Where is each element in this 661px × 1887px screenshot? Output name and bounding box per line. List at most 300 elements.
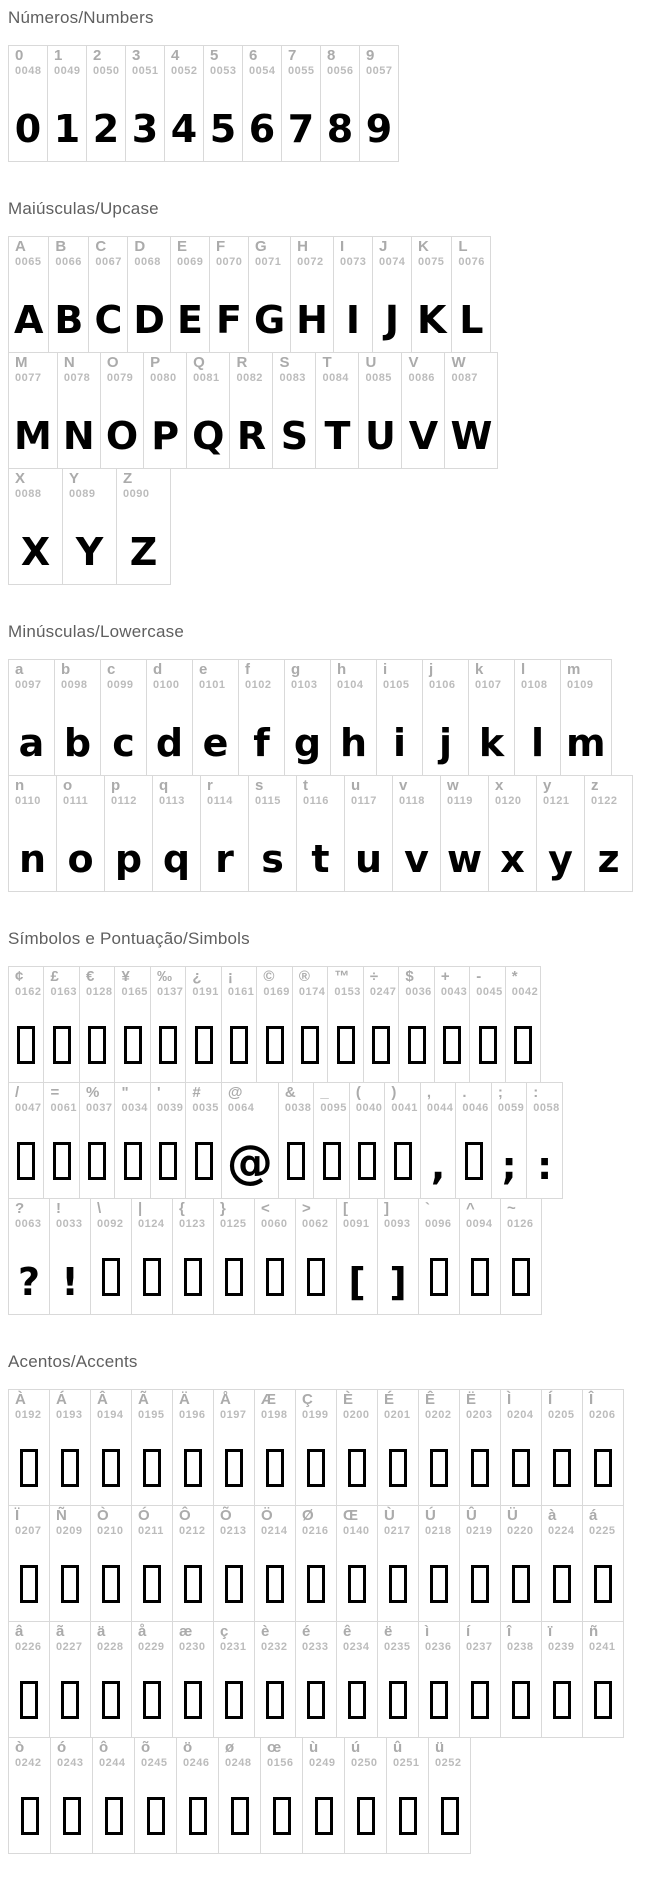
charmap-grid-lowercase xyxy=(8,659,661,892)
char-cell xyxy=(468,659,515,776)
char-code: 0226 xyxy=(15,1640,42,1653)
char-cell xyxy=(131,1389,173,1506)
char-label: Ø xyxy=(302,1507,314,1524)
char-code: 0078 xyxy=(63,371,91,384)
glyph-area xyxy=(386,1260,409,1304)
char-cell-header xyxy=(257,1506,287,1537)
char-cell xyxy=(221,1082,279,1199)
char-glyph: @ xyxy=(226,1135,273,1189)
char-cell xyxy=(54,659,101,776)
char-glyph: F xyxy=(215,298,242,342)
char-glyph: u xyxy=(354,837,383,881)
char-glyph: V xyxy=(408,414,439,458)
char-cell-header xyxy=(130,237,160,268)
char-cell-header xyxy=(52,1506,82,1537)
glyph-area xyxy=(506,1565,536,1608)
char-label: R xyxy=(236,354,248,371)
char-code: 0123 xyxy=(179,1217,206,1230)
glyph-area xyxy=(15,1260,43,1304)
char-label: ( xyxy=(355,1084,361,1101)
char-glyph: a xyxy=(18,721,45,765)
charmap-grid-numbers xyxy=(8,45,661,162)
glyph-area xyxy=(345,1260,368,1304)
glyph-area xyxy=(153,721,186,765)
char-label: ! xyxy=(56,1200,61,1217)
char-code: 0162 xyxy=(15,985,42,998)
char-glyph: c xyxy=(112,721,135,765)
missing-glyph-box xyxy=(430,1681,448,1719)
char-label: ë xyxy=(384,1623,393,1640)
char-cell-header xyxy=(387,1083,417,1114)
glyph-area xyxy=(183,1797,213,1840)
char-cell xyxy=(200,775,249,892)
char-cell-header xyxy=(259,967,289,998)
glyph-area xyxy=(118,1142,148,1185)
missing-glyph-box xyxy=(471,1681,489,1719)
char-glyph: 5 xyxy=(209,107,237,151)
missing-glyph-box xyxy=(348,1565,366,1603)
glyph-area xyxy=(137,1681,167,1724)
glyph-area xyxy=(189,1026,219,1069)
char-code: 0057 xyxy=(366,64,393,77)
char-glyph: C xyxy=(94,298,123,342)
char-label: C xyxy=(95,238,107,255)
char-cell xyxy=(491,1082,527,1199)
char-cell xyxy=(62,468,117,585)
char-cell-header xyxy=(333,660,363,691)
char-cell-header xyxy=(82,967,112,998)
glyph-area xyxy=(436,721,455,765)
glyph-area xyxy=(321,414,353,458)
char-glyph: x xyxy=(500,837,525,881)
section-title-accents: Acentos/Accents xyxy=(8,1352,138,1371)
char-glyph: b xyxy=(63,721,92,765)
char-cell-header xyxy=(462,1199,492,1230)
glyph-area xyxy=(362,414,399,458)
glyph-area xyxy=(219,1565,249,1608)
char-code: 0235 xyxy=(384,1640,411,1653)
charmap-row xyxy=(8,1198,661,1315)
char-cell-header xyxy=(93,1199,123,1230)
char-cell-header xyxy=(305,1738,335,1769)
char-label: ò xyxy=(15,1739,25,1756)
char-code: 0120 xyxy=(495,794,522,807)
char-cell-header xyxy=(11,776,41,807)
glyph-area xyxy=(137,1565,167,1608)
char-label: : xyxy=(533,1084,539,1101)
missing-glyph-box xyxy=(105,1797,123,1835)
char-code: 0083 xyxy=(279,371,306,384)
glyph-area xyxy=(58,1260,81,1304)
char-cell-header xyxy=(51,237,81,268)
char-cell-header xyxy=(421,1390,451,1421)
char-cell-header xyxy=(11,1506,41,1537)
char-code: 0055 xyxy=(288,64,315,77)
char-cell xyxy=(459,1621,501,1738)
missing-glyph-box xyxy=(512,1565,530,1603)
glyph-area xyxy=(317,1142,347,1185)
char-code: 0199 xyxy=(302,1408,329,1421)
missing-glyph-box xyxy=(147,1797,165,1835)
glyph-area xyxy=(212,837,237,881)
char-code: 0035 xyxy=(192,1101,219,1114)
glyph-area xyxy=(178,1565,208,1608)
charmap-row xyxy=(8,1737,661,1854)
char-code: 0109 xyxy=(567,678,594,691)
glyph-area xyxy=(90,107,122,151)
char-code: 0075 xyxy=(417,255,445,268)
char-label: r xyxy=(207,777,213,794)
missing-glyph-box xyxy=(389,1681,407,1719)
missing-glyph-box xyxy=(301,1026,319,1064)
char-cell-header xyxy=(11,46,41,77)
char-code: 0044 xyxy=(426,1101,454,1114)
glyph-area xyxy=(390,721,409,765)
char-label: " xyxy=(121,1084,129,1101)
char-cell xyxy=(254,1198,296,1315)
glyph-area xyxy=(103,414,141,458)
char-label: ñ xyxy=(589,1623,599,1640)
char-cell xyxy=(295,1198,337,1315)
char-cell-header xyxy=(11,1738,41,1769)
char-label: ' xyxy=(156,1084,161,1101)
char-cell-header xyxy=(216,1390,246,1421)
missing-glyph-box xyxy=(408,1026,426,1064)
missing-glyph-box xyxy=(159,1026,177,1064)
char-cell xyxy=(541,1505,583,1622)
char-cell-header xyxy=(257,1199,287,1230)
glyph-area xyxy=(278,414,311,458)
char-cell xyxy=(582,1389,624,1506)
char-code: 0086 xyxy=(408,371,435,384)
missing-glyph-box xyxy=(17,1142,35,1180)
char-glyph: z xyxy=(597,837,620,881)
glyph-area xyxy=(281,1142,311,1185)
char-label: / xyxy=(15,1084,20,1101)
glyph-area xyxy=(137,1258,167,1301)
charmap-row xyxy=(8,1389,661,1506)
char-cell-header xyxy=(175,1506,205,1537)
char-cell xyxy=(90,1505,132,1622)
char-cell xyxy=(296,775,345,892)
char-glyph: i xyxy=(392,721,407,765)
char-cell xyxy=(8,1082,44,1199)
char-cell xyxy=(172,1389,214,1506)
char-cell-header xyxy=(11,237,41,268)
char-label: ï xyxy=(548,1623,553,1640)
missing-glyph-box xyxy=(307,1681,325,1719)
char-cell-header xyxy=(65,469,95,500)
char-code: 0249 xyxy=(309,1756,336,1769)
glyph-area xyxy=(435,1797,465,1840)
char-code: 0076 xyxy=(458,255,485,268)
char-code: 0244 xyxy=(99,1756,126,1769)
char-label: í xyxy=(466,1623,471,1640)
missing-glyph-box xyxy=(471,1565,489,1603)
glyph-area xyxy=(47,1026,77,1069)
char-cell xyxy=(295,1505,337,1622)
glyph-area xyxy=(82,1142,112,1185)
char-label: O xyxy=(106,354,119,371)
char-cell xyxy=(254,1621,296,1738)
char-cell xyxy=(48,236,89,353)
char-cell-header xyxy=(212,237,242,268)
char-label: \ xyxy=(97,1200,102,1217)
char-cell xyxy=(344,775,393,892)
char-glyph: I xyxy=(345,298,361,342)
char-code: 0125 xyxy=(220,1217,247,1230)
char-cell-header xyxy=(585,1506,615,1537)
missing-glyph-box xyxy=(266,1449,284,1487)
missing-glyph-box xyxy=(195,1026,213,1064)
char-code: 0037 xyxy=(85,1101,113,1114)
char-cell-header xyxy=(175,1622,205,1653)
missing-glyph-box xyxy=(20,1681,38,1719)
char-cell-header xyxy=(503,1390,533,1421)
char-cell-header xyxy=(224,1083,254,1114)
glyph-area xyxy=(153,1026,183,1069)
char-label: 0 xyxy=(15,47,24,64)
char-label: ¡ xyxy=(227,968,233,985)
char-cell xyxy=(79,1082,115,1199)
glyph-area xyxy=(473,1026,503,1069)
missing-glyph-box xyxy=(88,1026,106,1064)
char-label: , xyxy=(426,1084,432,1101)
glyph-area xyxy=(506,1258,536,1301)
glyph-area xyxy=(118,1026,148,1069)
missing-glyph-box xyxy=(184,1449,202,1487)
char-code: 0245 xyxy=(141,1756,168,1769)
char-cell xyxy=(8,1389,50,1506)
char-cell xyxy=(372,236,412,353)
glyph-area xyxy=(547,1565,577,1608)
glyph-area xyxy=(61,721,94,765)
char-code: 0096 xyxy=(425,1217,452,1230)
char-label: G xyxy=(254,238,267,255)
char-cell xyxy=(336,1621,378,1738)
missing-glyph-box xyxy=(594,1565,612,1603)
char-cell xyxy=(176,1737,219,1854)
charmap-row xyxy=(8,659,661,776)
char-cell xyxy=(254,1505,296,1622)
char-code: 0230 xyxy=(179,1640,206,1653)
glyph-area xyxy=(291,721,324,765)
char-code: 0056 xyxy=(327,64,354,77)
missing-glyph-box xyxy=(20,1449,38,1487)
char-cell xyxy=(213,1505,255,1622)
char-code: 0197 xyxy=(220,1408,247,1421)
char-label: Ä xyxy=(179,1391,190,1408)
char-label: K xyxy=(417,238,429,255)
char-code: 0089 xyxy=(69,487,96,500)
char-glyph: 9 xyxy=(365,107,393,151)
glyph-area xyxy=(15,1797,45,1840)
char-glyph: 6 xyxy=(248,107,276,151)
char-glyph: 8 xyxy=(326,107,354,151)
char-cell xyxy=(295,1621,337,1738)
char-cell xyxy=(459,1505,501,1622)
char-cell-header xyxy=(299,776,329,807)
char-label: ` xyxy=(425,1200,430,1217)
glyph-area xyxy=(342,1681,372,1724)
glyph-area xyxy=(178,1258,208,1301)
char-code: 0153 xyxy=(334,985,361,998)
char-cell-header xyxy=(153,1083,183,1114)
char-label: l xyxy=(521,661,526,678)
glyph-area xyxy=(424,1258,454,1301)
glyph-area xyxy=(11,298,46,342)
char-cell-header xyxy=(224,967,254,998)
glyph-area xyxy=(588,1449,618,1492)
char-label: ã xyxy=(56,1623,65,1640)
missing-glyph-box xyxy=(307,1565,325,1603)
char-cell xyxy=(336,1389,378,1506)
char-cell xyxy=(100,352,144,469)
char-cell xyxy=(359,45,399,162)
char-label: B xyxy=(55,238,67,255)
char-code: 0201 xyxy=(384,1408,411,1421)
char-cell xyxy=(90,1621,132,1738)
section-title-symbols: Símbolos e Pontuação/Simbols xyxy=(8,929,250,948)
char-code: 0165 xyxy=(121,985,148,998)
char-label: Q xyxy=(193,354,205,371)
char-code: 0246 xyxy=(183,1756,210,1769)
missing-glyph-box xyxy=(266,1258,284,1296)
char-cell xyxy=(143,352,187,469)
char-label: ê xyxy=(343,1623,352,1640)
char-cell xyxy=(292,966,328,1083)
char-code: 0077 xyxy=(15,371,42,384)
missing-glyph-box xyxy=(357,1797,375,1835)
char-glyph: Y xyxy=(75,530,104,574)
char-label: 2 xyxy=(93,47,102,64)
char-cell-header xyxy=(52,1199,82,1230)
char-cell xyxy=(256,966,292,1083)
char-code: 0045 xyxy=(476,985,503,998)
char-cell xyxy=(278,1082,314,1199)
char-glyph: p xyxy=(114,837,143,881)
char-code: 0108 xyxy=(521,678,548,691)
char-cell-header xyxy=(458,1083,488,1114)
char-cell xyxy=(131,1505,173,1622)
char-cell-header xyxy=(134,1390,164,1421)
missing-glyph-box xyxy=(189,1797,207,1835)
char-cell xyxy=(92,1737,135,1854)
char-cell-header xyxy=(298,1506,328,1537)
char-code: 0243 xyxy=(57,1756,84,1769)
glyph-area xyxy=(153,1142,183,1185)
char-cell xyxy=(284,659,331,776)
char-code: 0111 xyxy=(63,794,89,807)
char-glyph: N xyxy=(62,414,95,458)
char-glyph: n xyxy=(18,837,47,881)
char-cell-header xyxy=(241,660,271,691)
char-cell xyxy=(213,1621,255,1738)
missing-glyph-box xyxy=(225,1449,243,1487)
char-code: 0066 xyxy=(55,255,82,268)
char-label: & xyxy=(284,1084,296,1101)
char-cell xyxy=(418,1505,460,1622)
char-label: - xyxy=(476,968,482,985)
char-cell-header xyxy=(361,353,391,384)
char-code: 0114 xyxy=(207,794,233,807)
char-code: 0101 xyxy=(199,678,226,691)
char-glyph: W xyxy=(450,414,493,458)
char-cell xyxy=(377,1505,419,1622)
char-code: 0073 xyxy=(339,255,367,268)
glyph-area xyxy=(545,837,576,881)
glyph-area xyxy=(16,721,48,765)
char-cell xyxy=(56,775,105,892)
char-code: 0052 xyxy=(171,64,198,77)
char-label: ü xyxy=(435,1739,445,1756)
glyph-area xyxy=(324,107,356,151)
char-glyph: ? xyxy=(17,1260,41,1304)
charmap-row xyxy=(8,352,661,469)
missing-glyph-box xyxy=(230,1026,248,1064)
char-cell xyxy=(541,1389,583,1506)
char-code: 0116 xyxy=(303,794,329,807)
missing-glyph-box xyxy=(399,1797,417,1835)
char-glyph: A xyxy=(14,298,44,342)
char-label: b xyxy=(61,661,71,678)
char-cell-header xyxy=(425,660,455,691)
char-code: 0122 xyxy=(591,794,618,807)
char-glyph: t xyxy=(311,837,330,881)
char-glyph: ! xyxy=(61,1260,79,1304)
char-cell xyxy=(114,966,150,1083)
char-cell-header xyxy=(46,967,76,998)
char-label: À xyxy=(15,1391,26,1408)
char-label: Ï xyxy=(15,1507,20,1524)
glyph-area xyxy=(47,1142,77,1185)
char-label: Ô xyxy=(179,1507,191,1524)
glyph-area xyxy=(219,1449,249,1492)
char-cell xyxy=(392,775,441,892)
char-cell-header xyxy=(362,46,392,77)
glyph-area xyxy=(547,1449,577,1492)
char-cell-header xyxy=(281,1083,311,1114)
missing-glyph-box xyxy=(124,1026,142,1064)
glyph-area xyxy=(476,721,507,765)
charmap-row xyxy=(8,775,661,892)
char-glyph: 4 xyxy=(170,107,198,151)
char-label: Ó xyxy=(138,1507,150,1524)
char-cell-header xyxy=(323,46,353,77)
char-code: 0119 xyxy=(447,794,473,807)
char-cell-header xyxy=(462,1506,492,1537)
char-cell xyxy=(90,1198,132,1315)
char-cell xyxy=(172,1505,214,1622)
missing-glyph-box xyxy=(315,1797,333,1835)
char-label: £ xyxy=(50,968,59,985)
char-cell xyxy=(79,966,115,1083)
char-cell-header xyxy=(503,1199,533,1230)
char-code: 0126 xyxy=(507,1217,534,1230)
charmap-row xyxy=(8,1621,661,1738)
char-label: ¢ xyxy=(15,968,24,985)
char-label: m xyxy=(567,661,581,678)
char-cell xyxy=(8,1505,50,1622)
char-label: g xyxy=(291,661,301,678)
char-code: 0203 xyxy=(466,1408,493,1421)
char-code: 0102 xyxy=(245,678,272,691)
char-code: 0163 xyxy=(50,985,77,998)
char-label: f xyxy=(245,661,250,678)
char-label: W xyxy=(451,354,466,371)
char-glyph: h xyxy=(339,721,368,765)
charmap-row xyxy=(8,236,661,353)
